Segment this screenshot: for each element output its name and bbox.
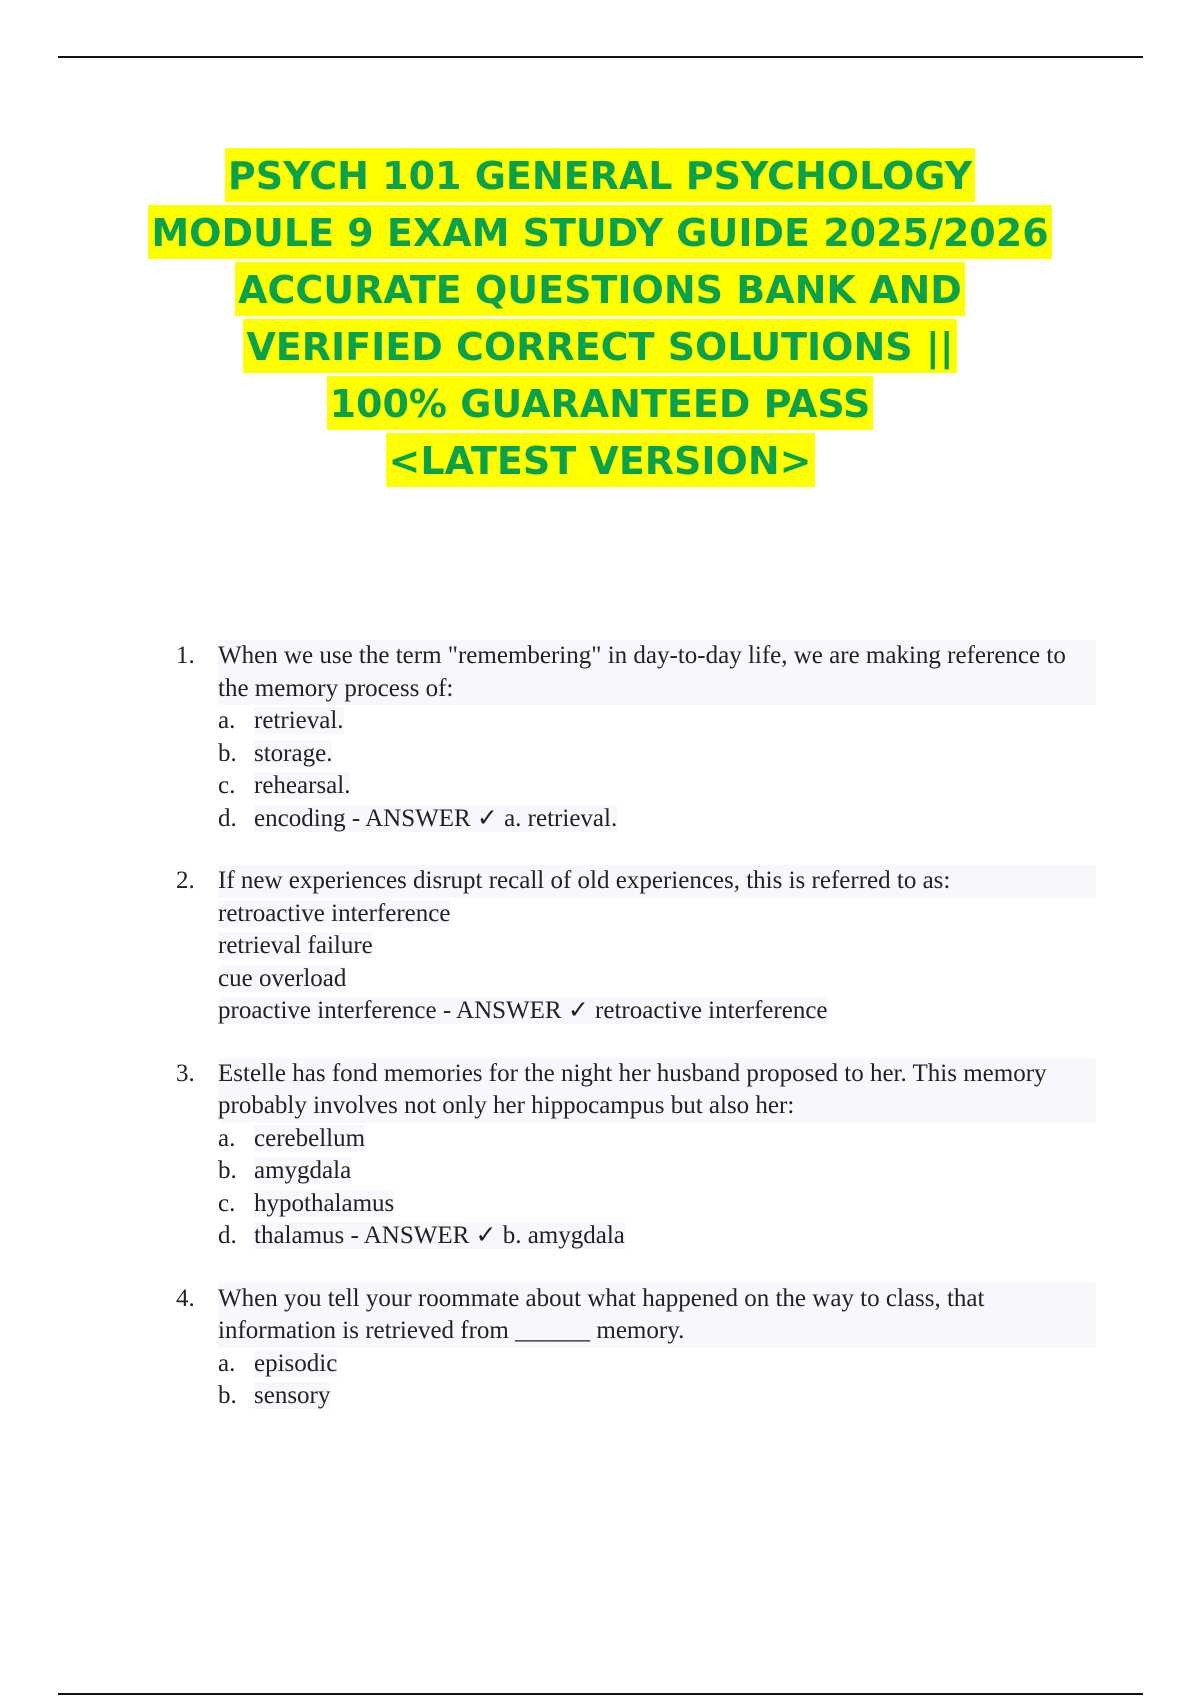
choice-line: cue overload xyxy=(218,964,347,992)
option-letter: d. xyxy=(218,1222,237,1249)
option-letter: b. xyxy=(218,1157,237,1184)
option-d-answer xyxy=(182,803,1096,836)
title-line: MODULE 9 EXAM STUDY GUIDE 2025/2026 xyxy=(0,205,1200,262)
question-1 xyxy=(176,640,1096,835)
option-b xyxy=(182,1380,1096,1413)
option-a xyxy=(182,705,1096,738)
bottom-rule xyxy=(58,1693,1143,1695)
document-title xyxy=(0,148,1200,490)
option-d-answer xyxy=(182,1220,1096,1253)
question-text: When we use the term "remembering" in day-to-day life, we are making reference to the memory process of: xyxy=(218,640,1096,705)
option-letter: a. xyxy=(218,1349,236,1377)
option-text: thalamus - ANSWER ✓ b. amygdala xyxy=(254,1222,625,1249)
title-line: VERIFIED CORRECT SOLUTIONS || xyxy=(0,319,1200,376)
option-a xyxy=(182,1123,1096,1156)
option-letter: b. xyxy=(218,739,237,767)
option-c xyxy=(182,1188,1096,1221)
option-b xyxy=(182,738,1096,771)
question-number: 4. xyxy=(176,1284,195,1312)
question-2 xyxy=(176,865,1096,1028)
question-text: If new experiences disrupt recall of old experiences, this is referred to as: xyxy=(218,865,1096,898)
option-text: cerebellum xyxy=(254,1124,366,1152)
top-rule xyxy=(58,56,1143,58)
question-text: Estelle has fond memories for the night her husband proposed to her. This memory probably involves not only her hippocampus but also her: xyxy=(218,1058,1096,1123)
option-text: encoding - ANSWER ✓ a. retrieval. xyxy=(254,804,618,832)
option-text: hypothalamus xyxy=(254,1189,395,1217)
title-line: 100% GUARANTEED PASS xyxy=(0,376,1200,433)
question-number: 1. xyxy=(176,642,195,669)
title-line: <LATEST VERSION> xyxy=(0,433,1200,490)
option-a xyxy=(182,1348,1096,1381)
question-4 xyxy=(176,1283,1096,1413)
question-number: 2. xyxy=(176,867,195,894)
answer-line: proactive interference - ANSWER ✓ retroactive interference xyxy=(218,997,828,1024)
option-text: retrieval. xyxy=(254,707,344,734)
option-text: rehearsal. xyxy=(254,772,351,799)
option-text: sensory xyxy=(254,1382,331,1409)
choice-line: retroactive interference xyxy=(218,899,451,927)
option-letter: a. xyxy=(218,707,236,734)
option-text: episodic xyxy=(254,1349,338,1377)
title-line: PSYCH 101 GENERAL PSYCHOLOGY xyxy=(0,148,1200,205)
option-c xyxy=(182,770,1096,803)
option-letter: c. xyxy=(218,772,236,799)
choice-line: retrieval failure xyxy=(218,932,373,959)
question-text: When you tell your roommate about what happened on the way to class, that information is retrieved from ______ memory. xyxy=(218,1283,1096,1348)
title-line: ACCURATE QUESTIONS BANK AND xyxy=(0,262,1200,319)
option-text: storage. xyxy=(254,739,333,767)
option-letter: b. xyxy=(218,1382,237,1409)
option-letter: d. xyxy=(218,804,237,832)
question-list xyxy=(176,640,1096,1443)
option-text: amygdala xyxy=(254,1157,352,1184)
option-letter: c. xyxy=(218,1189,236,1217)
question-3 xyxy=(176,1058,1096,1253)
question-number: 3. xyxy=(176,1059,195,1087)
option-b xyxy=(182,1155,1096,1188)
option-letter: a. xyxy=(218,1124,236,1152)
